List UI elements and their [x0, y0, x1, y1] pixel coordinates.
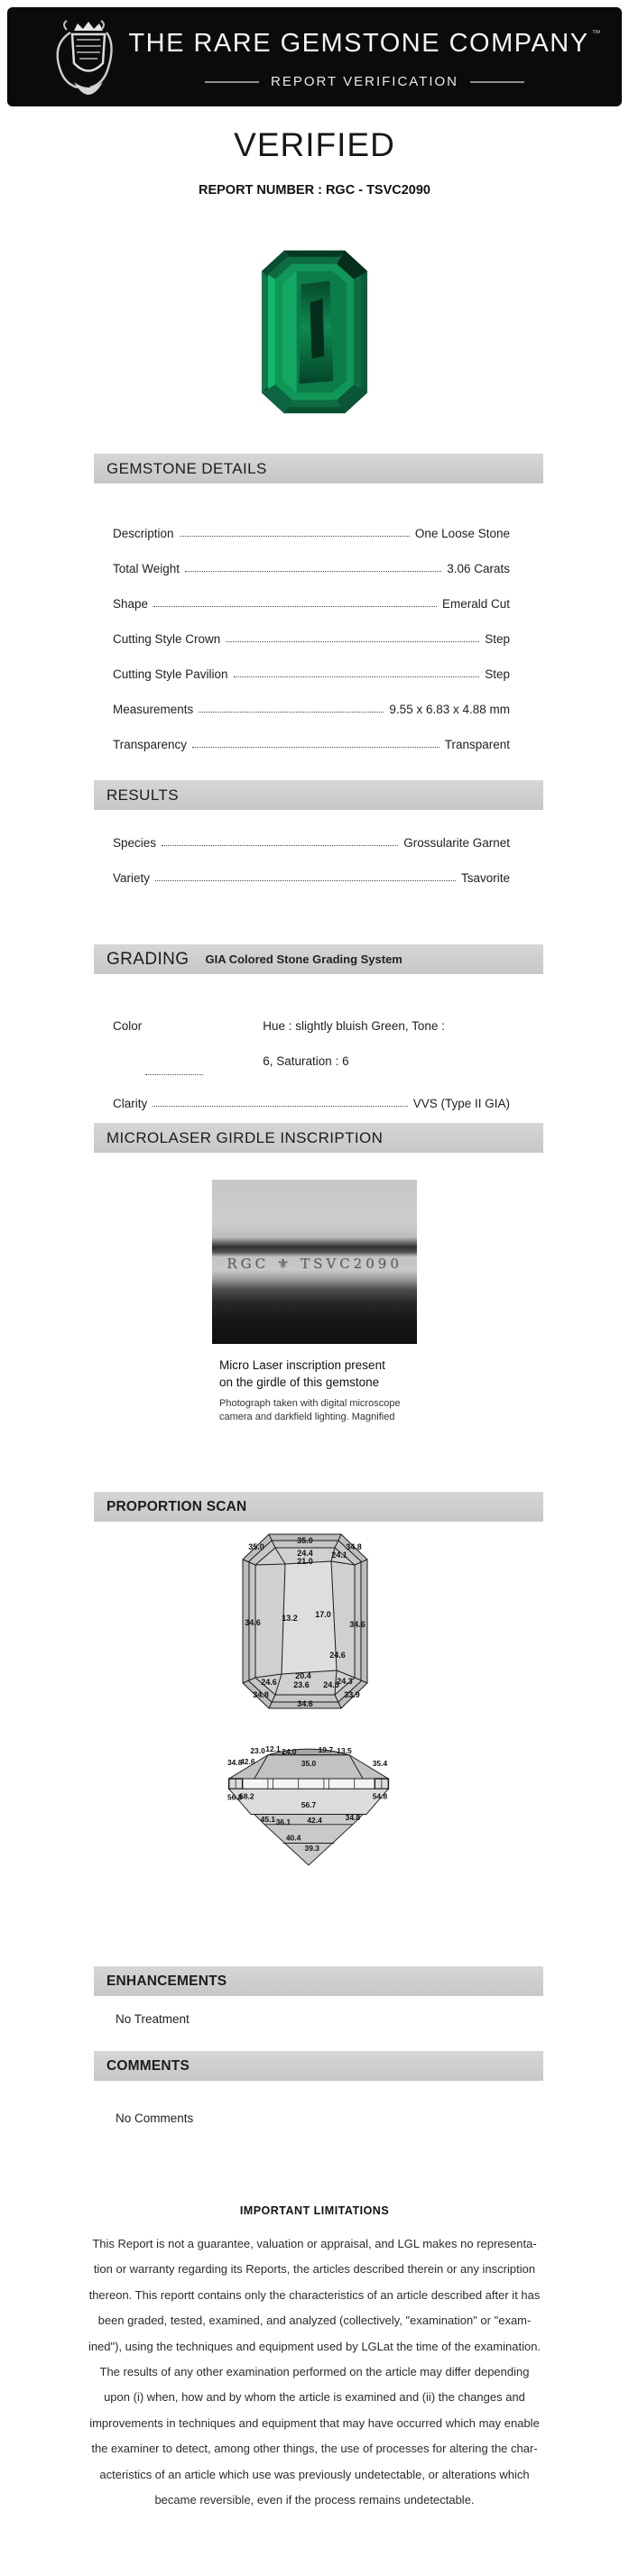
dotted-leader: [185, 571, 441, 572]
row-value: 3.06 Carats: [447, 562, 510, 575]
dotted-leader: [192, 747, 439, 748]
gemstone-details-table: [113, 505, 510, 751]
facet-angle-label: 35.0: [248, 1542, 264, 1551]
dotted-leader: [199, 712, 384, 713]
facet-angle-label: 34.6: [349, 1620, 365, 1629]
company-crest-icon: [49, 19, 119, 97]
divider-line-left: [205, 81, 259, 83]
facet-angle-label: 34.8: [253, 1690, 269, 1699]
row-label: Color: [113, 1019, 143, 1033]
row-value: Transparent: [444, 738, 510, 751]
trademark-mark: ™: [591, 29, 601, 39]
row-label: Clarity: [113, 1097, 148, 1110]
row-label: Species: [113, 836, 157, 850]
facet-angle-label: 24.5: [323, 1680, 339, 1689]
note-line: Photograph taken with digital microscope: [219, 1398, 401, 1409]
header-tagline: REPORT VERIFICATION: [270, 74, 459, 89]
facet-angle-label: 23.0: [250, 1745, 265, 1755]
facet-angle-label: 24.6: [261, 1678, 277, 1687]
proportion-diagram-profile-view: [224, 1744, 393, 1871]
dotted-leader: [234, 676, 480, 677]
table-row: [113, 681, 510, 716]
dotted-leader: [180, 536, 410, 537]
limitations-line: improvements in techniques and equipment that may have occurred which may enable: [89, 2415, 540, 2430]
facet-angle-label: 58.2: [239, 1791, 254, 1801]
facet-angle-label: 35.0: [301, 1758, 317, 1768]
facet-angle-label: 24.6: [329, 1651, 346, 1660]
limitations-line: became reversible, even if the process remains undetectable.: [154, 2493, 475, 2507]
caption-line: on the girdle of this gemstone: [219, 1375, 380, 1389]
limitations-line: acteristics of an article which use was previously undetectable, or alterations which: [99, 2467, 530, 2481]
limitations-line: upon (i) when, how and by whom the article is examined and (ii) the changes and: [104, 2390, 525, 2405]
table-row: [113, 505, 510, 540]
limitations-paragraph: [36, 2231, 593, 2513]
facet-angle-label: 24.3: [337, 1677, 353, 1686]
facet-angle-label: 34.8: [346, 1542, 362, 1551]
row-value: Emerald Cut: [441, 597, 510, 611]
section-header-inscription: [94, 1123, 543, 1153]
dotted-leader: [145, 1046, 203, 1075]
section-title: COMMENTS: [106, 2057, 190, 2074]
dotted-leader: [155, 880, 456, 881]
section-title: PROPORTION SCAN: [106, 1498, 247, 1514]
section-header-gemstone-details: [94, 454, 543, 483]
color-grade-value: [263, 1008, 445, 1079]
table-row: [113, 814, 510, 850]
facet-angle-label: 34.8: [345, 1813, 361, 1823]
row-value: Grossularite Garnet: [403, 836, 510, 850]
dotted-leader: [153, 1106, 407, 1107]
row-label: Shape: [113, 597, 149, 611]
caption-line: Micro Laser inscription present: [219, 1358, 385, 1372]
facet-angle-label: 24.4: [297, 1549, 313, 1558]
facet-angle-label: 19.7: [318, 1744, 334, 1754]
verified-status-title: VERIFIED: [234, 126, 395, 163]
table-row: [113, 716, 510, 751]
clarity-grade-row-wrap: [113, 1075, 510, 1110]
row-value: Step: [485, 667, 510, 681]
facet-angle-label: 13.5: [337, 1745, 352, 1755]
facet-angle-label: 24.0: [282, 1746, 297, 1756]
limitations-line: ined"), using the techniques and equipment used by LGLat the time of the examination.: [88, 2339, 541, 2353]
facet-angle-label: 45.1: [260, 1814, 276, 1824]
results-table: [113, 814, 510, 885]
row-label: Transparency: [113, 738, 188, 751]
row-value: Step: [485, 632, 510, 646]
dotted-leader: [162, 845, 398, 846]
limitations-title: IMPORTANT LIMITATIONS: [239, 2204, 390, 2217]
facet-angle-label: 42.6: [240, 1757, 255, 1767]
facet-angle-label: 36.1: [275, 1817, 291, 1826]
facet-angle-label: 56.8: [227, 1792, 243, 1802]
row-label: Measurements: [113, 703, 194, 716]
row-label: Description: [113, 527, 174, 540]
table-row: [113, 540, 510, 575]
color-grade-row: [113, 1008, 510, 1079]
section-header-grading: [94, 944, 543, 974]
facet-angle-label: 34.8: [227, 1758, 243, 1767]
facet-angle-label: 12.1: [265, 1744, 281, 1753]
clarity-grade-row: [113, 1075, 510, 1110]
facet-angle-label: 35.4: [372, 1758, 388, 1768]
row-label: Total Weight: [113, 562, 180, 575]
report-number: REPORT NUMBER : RGC - TSVC2090: [198, 183, 430, 198]
facet-angle-label: 13.2: [282, 1614, 298, 1623]
section-header-results: [94, 780, 543, 810]
header-banner: [7, 7, 622, 106]
enhancements-value: No Treatment: [116, 2012, 190, 2026]
dotted-leader: [153, 606, 437, 607]
table-row: [113, 850, 510, 885]
photo-note: [219, 1397, 401, 1423]
row-label: Cutting Style Pavilion: [113, 667, 228, 681]
facet-angle-label: 39.3: [304, 1843, 319, 1853]
limitations-line: thereon. This reportt contains only the characteristics of an article described after it has: [88, 2287, 541, 2302]
facet-angle-label: 54.8: [372, 1791, 388, 1801]
dotted-leader: [226, 641, 479, 642]
facet-angle-label: 35.0: [297, 1536, 313, 1545]
comments-value: No Comments: [116, 2111, 194, 2125]
table-row: [113, 575, 510, 611]
section-title: ENHANCEMENTS: [106, 1973, 227, 1989]
girdle-inscription-photo: [212, 1180, 417, 1344]
proportion-diagram-crown-view: [242, 1533, 368, 1709]
color-grade-line1: Hue : slightly bluish Green, Tone :: [263, 1019, 445, 1033]
grading-system-subtitle: GIA Colored Stone Grading System: [205, 952, 402, 966]
limitations-line: The results of any other examination performed on the article may differ depending: [99, 2365, 530, 2379]
facet-angle-label: 56.7: [301, 1800, 317, 1809]
section-title: MICROLASER GIRDLE INSCRIPTION: [106, 1128, 384, 1146]
section-header-proportion-scan: [94, 1492, 543, 1522]
row-label: Cutting Style Crown: [113, 632, 221, 646]
table-row: [113, 646, 510, 681]
limitations-line: the examiner to detect, among other things, the use of processes for altering the char-: [91, 2442, 538, 2456]
facet-angle-label: 23.6: [293, 1680, 310, 1689]
section-title: RESULTS: [106, 786, 179, 804]
limitations-line: tion or warranty regarding its Reports, the articles described therein or any inscription: [93, 2262, 536, 2277]
table-row: [113, 611, 510, 646]
facet-angle-label: 42.4: [307, 1815, 322, 1825]
divider-line-right: [470, 81, 524, 83]
section-header-comments: [94, 2051, 543, 2081]
facet-angle-label: 34.6: [245, 1618, 261, 1627]
laser-engraving-text: RGC ⚜ TSVC2090: [227, 1255, 402, 1272]
row-value: Tsavorite: [460, 871, 510, 885]
section-title: GRADING: [106, 949, 190, 969]
row-label: Variety: [113, 871, 151, 885]
row-value: VVS (Type II GIA): [412, 1097, 510, 1110]
limitations-line: been graded, tested, examined, and analyzed (collectively, "examination" or "exam-: [97, 2314, 532, 2328]
limitations-line: This Report is not a guarantee, valuation or appraisal, and LGL makes no representa-: [92, 2237, 537, 2250]
facet-angle-label: 24.1: [331, 1550, 347, 1559]
gemstone-photo: [260, 245, 369, 419]
facet-angle-label: 40.4: [285, 1833, 301, 1843]
facet-angle-label: 34.6: [297, 1699, 313, 1708]
facet-angle-label: 20.4: [295, 1671, 311, 1680]
company-name: THE RARE GEMSTONE COMPANY: [128, 29, 589, 58]
inscription-caption: [219, 1357, 385, 1391]
section-header-enhancements: [94, 1966, 543, 1996]
color-grade-line2: 6, Saturation : 6: [263, 1054, 349, 1068]
row-value: 9.55 x 6.83 x 4.88 mm: [389, 703, 510, 716]
section-title: GEMSTONE DETAILS: [106, 459, 267, 477]
facet-angle-label: 21.0: [297, 1557, 313, 1566]
row-value: One Loose Stone: [414, 527, 510, 540]
facet-angle-label: 33.9: [344, 1690, 360, 1699]
facet-angle-label: 17.0: [315, 1610, 331, 1619]
note-line: camera and darkfield lighting. Magnified: [219, 1411, 395, 1422]
